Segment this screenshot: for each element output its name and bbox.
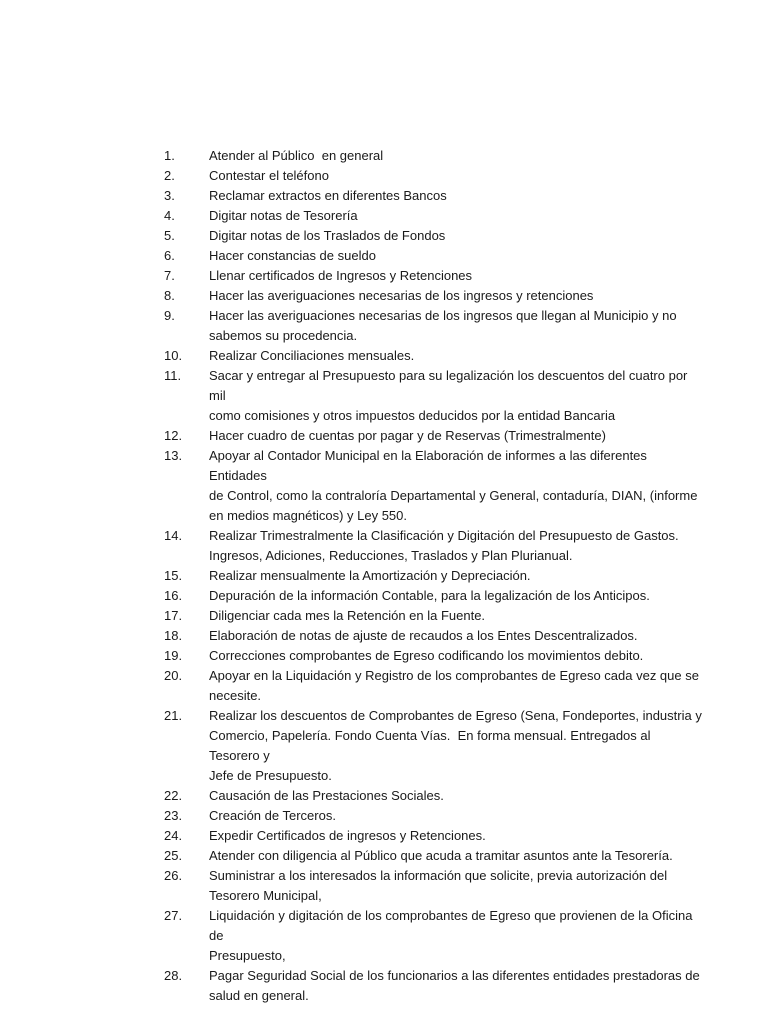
list-item bbox=[164, 166, 704, 186]
list-item-text: Diligenciar cada mes la Retención en la Fuente. bbox=[209, 608, 486, 623]
list-item bbox=[164, 846, 704, 866]
list-item-number: 27. bbox=[164, 908, 183, 923]
list-item-number: 20. bbox=[164, 668, 183, 683]
list-item-number: 5. bbox=[164, 228, 175, 243]
list-item-text: Creación de Terceros. bbox=[209, 808, 336, 823]
list-item-number: 11. bbox=[164, 368, 182, 383]
list-item bbox=[164, 366, 704, 426]
list-item-number: 16. bbox=[164, 588, 183, 603]
list-item-number: 25. bbox=[164, 848, 183, 863]
list-item-text: Causación de las Prestaciones Sociales. bbox=[209, 788, 444, 803]
list-item bbox=[164, 566, 704, 586]
list-item-number: 22. bbox=[164, 788, 183, 803]
list-item bbox=[164, 306, 704, 346]
list-item bbox=[164, 626, 704, 646]
list-item-number: 7. bbox=[164, 268, 175, 283]
list-item-text: Realizar los descuentos de Comprobantes de Egreso (Sena, Fondeportes, industria y Comercio, Papelería. Fondo Cuenta Vías. En forma mensual. Entregados al Tesorero y Jefe de Presupuesto. bbox=[209, 708, 702, 783]
list-item-text: Suministrar a los interesados la información que solicite, previa autorización del Tesorero Municipal, bbox=[209, 868, 668, 903]
list-item-text: Apoyar en la Liquidación y Registro de los comprobantes de Egreso cada vez que se necesite. bbox=[209, 668, 699, 703]
list-item bbox=[164, 706, 704, 786]
list-item bbox=[164, 426, 704, 446]
list-item bbox=[164, 286, 704, 306]
list-item-text: Pagar Seguridad Social de los funcionarios a las diferentes entidades prestadoras de salud en general. bbox=[209, 968, 700, 1003]
list-item-text: Hacer las averiguaciones necesarias de los ingresos y retenciones bbox=[209, 288, 594, 303]
list-item-text: Correcciones comprobantes de Egreso codificando los movimientos debito. bbox=[209, 648, 644, 663]
list-item-text: Reclamar extractos en diferentes Bancos bbox=[209, 188, 447, 203]
list-item-text: Realizar Conciliaciones mensuales. bbox=[209, 348, 415, 363]
list-item-text: Apoyar al Contador Municipal en la Elaboración de informes a las diferentes Entidades de Control, como la contraloría Departamental y General, contaduría, DIAN, (informe en medios magnéticos) y Ley 550. bbox=[209, 448, 698, 523]
list-item bbox=[164, 266, 704, 286]
list-item bbox=[164, 906, 704, 966]
list-item bbox=[164, 526, 704, 566]
list-item-text: Realizar mensualmente la Amortización y Depreciación. bbox=[209, 568, 531, 583]
list-item bbox=[164, 806, 704, 826]
list-item-text: Digitar notas de los Traslados de Fondos bbox=[209, 228, 446, 243]
list-item bbox=[164, 146, 704, 166]
list-item bbox=[164, 646, 704, 666]
list-item bbox=[164, 246, 704, 266]
list-item-text: Expedir Certificados de ingresos y Retenciones. bbox=[209, 828, 486, 843]
list-item-number: 1. bbox=[164, 148, 175, 163]
list-item bbox=[164, 786, 704, 806]
list-item-number: 24. bbox=[164, 828, 183, 843]
list-item bbox=[164, 666, 704, 706]
list-item-number: 4. bbox=[164, 208, 175, 223]
list-item-number: 26. bbox=[164, 868, 183, 883]
list-item-text: Realizar Trimestralmente la Clasificación y Digitación del Presupuesto de Gastos. Ingresos, Adiciones, Reducciones, Traslados y Plan Plurianual. bbox=[209, 528, 679, 563]
list-item bbox=[164, 186, 704, 206]
list-item-number: 28. bbox=[164, 968, 183, 983]
list-item-text: Sacar y entregar al Presupuesto para su legalización los descuentos del cuatro por mil como comisiones y otros impuestos deducidos por la entidad Bancaria bbox=[209, 368, 688, 423]
list-item-number: 10. bbox=[164, 348, 183, 363]
list-item-text: Depuración de la información Contable, para la legalización de los Anticipos. bbox=[209, 588, 650, 603]
list-item-number: 12. bbox=[164, 428, 183, 443]
list-item bbox=[164, 826, 704, 846]
list-item-text: Liquidación y digitación de los comprobantes de Egreso que provienen de la Oficina de Presupuesto, bbox=[209, 908, 693, 963]
list-item bbox=[164, 346, 704, 366]
list-item-number: 17. bbox=[164, 608, 183, 623]
list-item-text: Contestar el teléfono bbox=[209, 168, 329, 183]
list-item bbox=[164, 446, 704, 526]
list-item bbox=[164, 866, 704, 906]
list-item-number: 23. bbox=[164, 808, 183, 823]
list-item-text: Llenar certificados de Ingresos y Retenciones bbox=[209, 268, 473, 283]
list-item-text: Atender al Público en general bbox=[209, 148, 384, 163]
list-item bbox=[164, 226, 704, 246]
list-item-text: Elaboración de notas de ajuste de recaudos a los Entes Descentralizados. bbox=[209, 628, 638, 643]
list-item-number: 8. bbox=[164, 288, 175, 303]
list-item-number: 6. bbox=[164, 248, 175, 263]
list-item bbox=[164, 206, 704, 226]
list-item-number: 2. bbox=[164, 168, 175, 183]
list-item-number: 3. bbox=[164, 188, 175, 203]
list-item-number: 18. bbox=[164, 628, 183, 643]
list-item-text: Hacer cuadro de cuentas por pagar y de Reservas (Trimestralmente) bbox=[209, 428, 606, 443]
list-item-number: 15. bbox=[164, 568, 183, 583]
list-item-number: 13. bbox=[164, 448, 183, 463]
list-item bbox=[164, 606, 704, 626]
list-item-number: 21. bbox=[164, 708, 183, 723]
list-item bbox=[164, 586, 704, 606]
list-item bbox=[164, 966, 704, 1006]
list-item-text: Hacer las averiguaciones necesarias de los ingresos que llegan al Municipio y no sabemos su procedencia. bbox=[209, 308, 677, 343]
list-item-text: Hacer constancias de sueldo bbox=[209, 248, 376, 263]
list-item-text: Digitar notas de Tesorería bbox=[209, 208, 358, 223]
list-item-number: 14. bbox=[164, 528, 183, 543]
list-item-text: Atender con diligencia al Público que acuda a tramitar asuntos ante la Tesorería. bbox=[209, 848, 673, 863]
list-item-number: 19. bbox=[164, 648, 183, 663]
list-item-number: 9. bbox=[164, 308, 175, 323]
task-list bbox=[164, 146, 704, 1006]
